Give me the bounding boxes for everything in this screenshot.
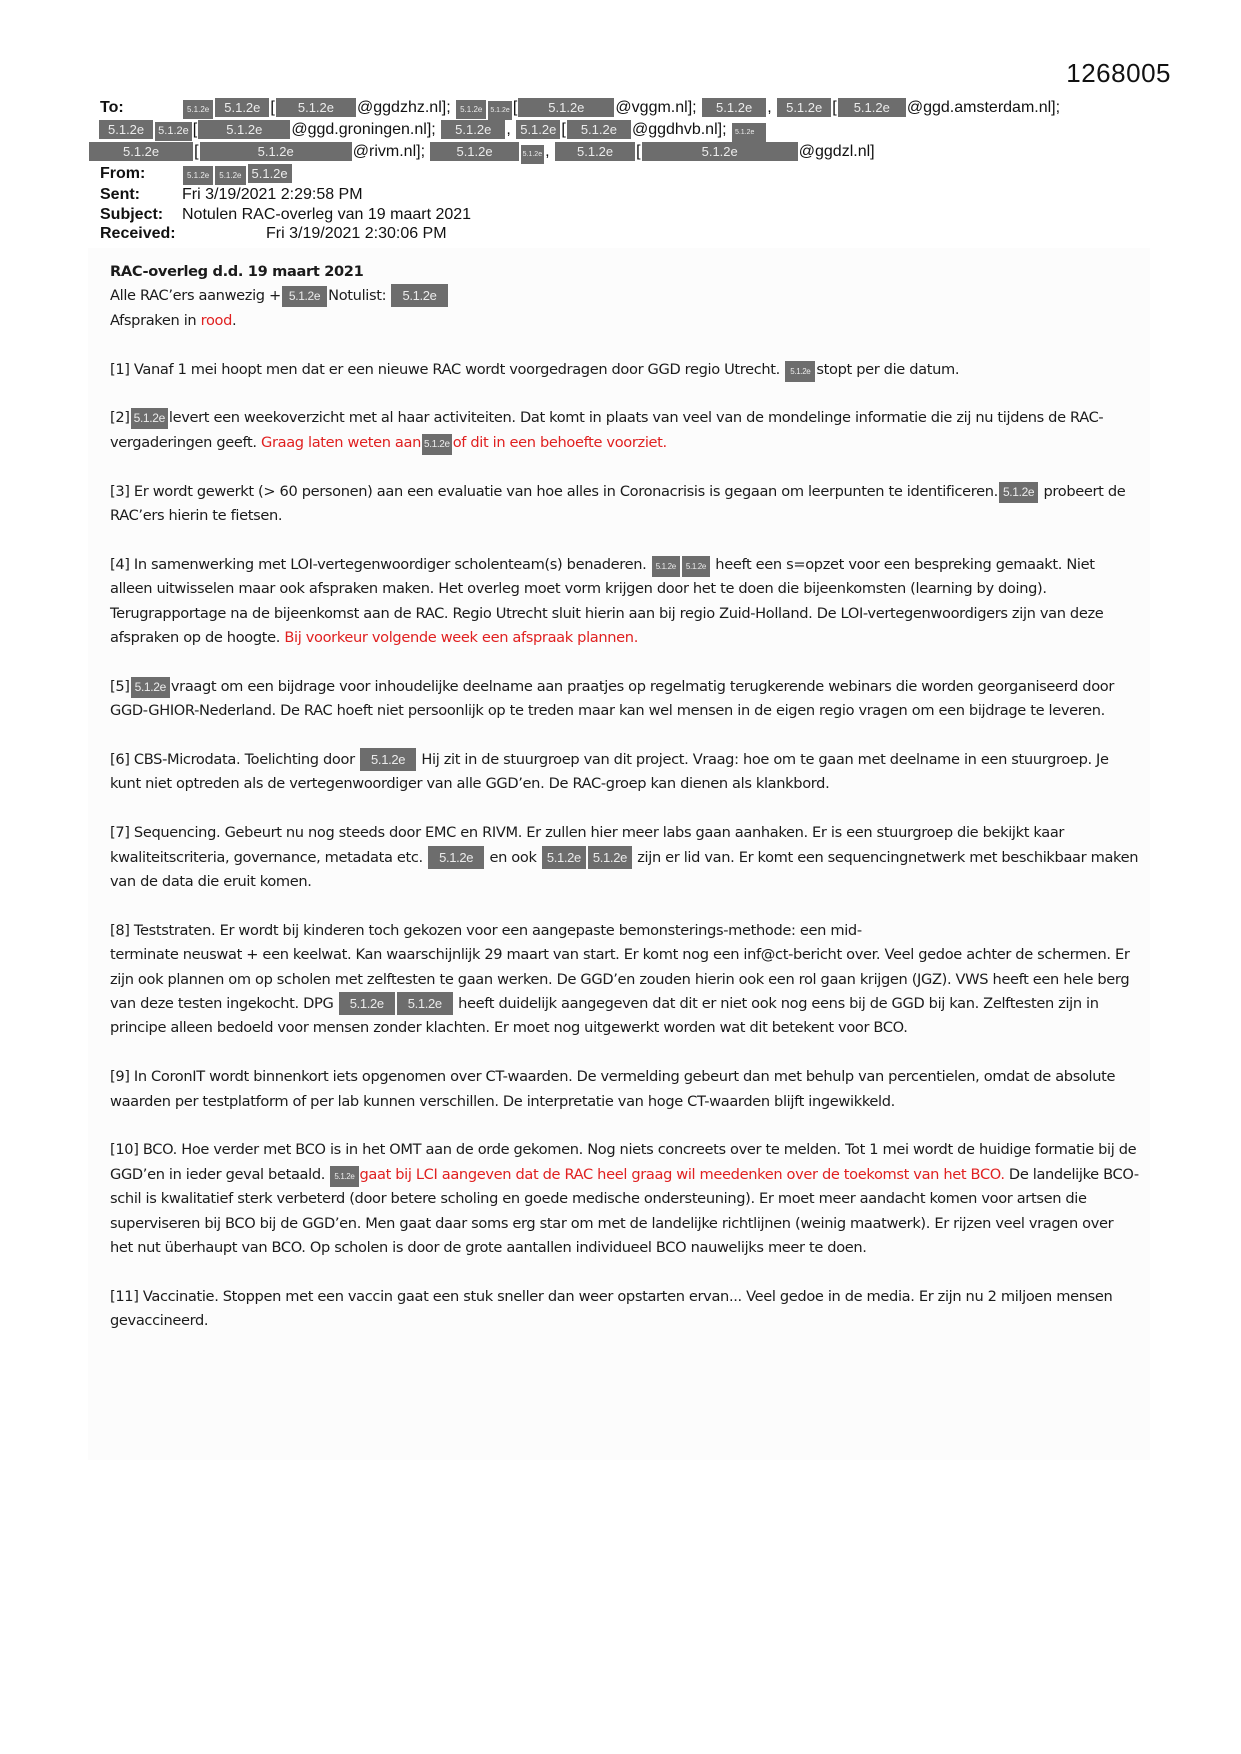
action-text: of dit in een behoefte voorziet. (452, 433, 667, 451)
message-body (110, 260, 1140, 1358)
to-recipients (182, 98, 1140, 120)
email-domain: @ggdzhz.nl]; (357, 99, 451, 116)
item-text: [1] Vanaf 1 mei hoopt men dat er een nieuwe RAC wordt voorgedragen door GGD regio Utrecht. (110, 360, 785, 378)
redaction: 5.1.2e (183, 100, 213, 119)
minutes-title: RAC-overleg d.d. 19 maart 2021 (110, 263, 364, 280)
item-text: terminate neuswat + een keelwat. Kan waarschijnlijk 29 maart van start. Er komt nog een inf@ct-bericht over. Veel gedoe achter de schermen. Er zijn ook plannen om op scholen met zelftesten te gaan werken. De GGD’en zouden hierin ook een rol gaan krijgen (JGZ). VWS heeft een hele berg van deze testen ingekocht. DPG (110, 946, 1130, 1013)
to-label: To: (100, 99, 124, 116)
email-domain: @rivm.nl]; (352, 143, 426, 160)
redaction: 5.1.2e (215, 98, 269, 117)
from-row (100, 164, 1140, 185)
legend-text: Afspraken in (110, 311, 201, 329)
item-text: Hij zit in de stuurgroep van dit project. Vraag: hoe om te gaan met deelname in een stuurgroep. Je kunt niet optreden als de vertegenwoordiger van alle GGD’en. De RAC-groep kan dienen als klankbord. (110, 751, 1109, 793)
redaction: 5.1.2e (567, 120, 631, 139)
email-domain: @vggm.nl]; (615, 99, 697, 116)
email-domain: @ggdhvb.nl]; (631, 121, 727, 138)
item-text: zijn er lid van. Er komt een sequencingnetwerk met beschikbaar maken van de data die eruit komen. (110, 848, 1139, 891)
redaction: 5.1.2e (330, 1166, 358, 1187)
agenda-item-1 (110, 358, 1140, 382)
redaction: 5.1.2e (391, 284, 447, 307)
agenda-item-5 (110, 675, 1140, 724)
redaction: 5.1.2e (702, 98, 766, 117)
redaction: 5.1.2e (642, 142, 798, 161)
redaction: 5.1.2e (276, 98, 356, 117)
redaction: 5.1.2e (248, 164, 292, 183)
to-line-2: 5.1.2e 5.1.2e [ 5.1.2e @ggd.groningen.nl]; 5.1.2e , 5.1.2e [ 5.1.2e @ggdhvb.nl]; 5.1.2e (98, 120, 1140, 142)
redaction: 5.1.2e (516, 120, 560, 139)
agenda-item-9 (110, 1065, 1140, 1114)
item-text: heeft een s=opzet voor een bespreking gemaakt. Niet alleen uitwisselen maar ook afspraken maken. Het overleg moet vorm krijgen door het te doen die bijeenkomsten (learning by doing). Terugrapportage na de bijeenkomst aan de RAC. Regio Utrecht sluit hierin aan bij regio Zuid-Holland. De LOI-vertegenwoordigers zijn van deze afspraken op de hoogte. (110, 555, 1104, 647)
redaction: 5.1.2e (89, 142, 193, 161)
redaction: 5.1.2e (282, 286, 327, 307)
sent-row (100, 185, 1140, 205)
redaction: 5.1.2e (682, 556, 710, 577)
redaction: 5.1.2e (198, 120, 290, 139)
agenda-item-3 (110, 480, 1140, 529)
item-text: en ook (489, 848, 537, 866)
item-text: [6] CBS-Microdata. Toelichting door (110, 751, 355, 769)
redaction: 5.1.2e (339, 992, 395, 1015)
item-text: vraagt om een bijdrage voor inhoudelijke deelname aan praatjes op regelmatig terugkerende webinars die worden georganiseerd door GGD-GHIOR-Nederland. De RAC hoeft niet persoonlijk op te treden maar kan wel mensen in de eigen regio vragen om een bijdrage te leveren. (110, 677, 1114, 720)
agenda-item-8 (110, 919, 1140, 1041)
redaction: 5.1.2e (183, 166, 213, 185)
redaction: 5.1.2e (555, 142, 635, 161)
to-row (100, 98, 1140, 120)
item-text: [11] Vaccinatie. Stoppen met een vaccin gaat een stuk sneller dan weer opstarten ervan... Veel gedoe in de media. Er zijn nu 2 miljoen mensen gevaccineerd. (110, 1287, 1113, 1330)
redaction: 5.1.2e (999, 482, 1038, 503)
agenda-item-11 (110, 1285, 1140, 1334)
agenda-item-6 (110, 748, 1140, 797)
redaction: 5.1.2e (777, 98, 831, 117)
redaction: 5.1.2e (428, 846, 484, 869)
redaction: 5.1.2e (200, 142, 352, 161)
legend-line (110, 309, 1140, 333)
to-line-3: 5.1.2e [ 5.1.2e @rivm.nl]; 5.1.2e 5.1.2e , 5.1.2e [ 5.1.2e @ggdzl.nl] (88, 142, 1140, 164)
redaction: 5.1.2e (521, 145, 544, 164)
redaction: 5.1.2e (652, 556, 680, 577)
separator: , (506, 121, 511, 138)
attendance-line (110, 284, 1140, 308)
sent-label: Sent: (100, 186, 140, 203)
attendance-text: Alle RAC’ers aanwezig + (110, 287, 281, 305)
to-line-1: 5.1.2e 5.1.2e [ 5.1.2e @ggdzhz.nl]; 5.1.2e 5.1.2e [ 5.1.2e @vggm.nl]; 5.1.2e , 5.1.2e [ 5.1.2e @ggd.amsterdam.nl]; (182, 98, 1140, 120)
agenda-item-2 (110, 406, 1140, 455)
item-text: [7] Sequencing. Gebeurt nu nog steeds door EMC en RIVM. Er zullen hier meer labs gaan aanhaken. Er is een stuurgroep die bekijkt kaar kwaliteitscriteria, governance, metadata etc. (110, 824, 1065, 866)
subject-label: Subject: (100, 205, 164, 223)
agenda-item-7 (110, 821, 1140, 894)
redaction: 5.1.2e (785, 361, 815, 382)
item-text: [4] In samenwerking met LOI-vertegenwoordiger scholenteam(s) benaderen. (110, 555, 647, 573)
agenda-item-10 (110, 1138, 1140, 1260)
redaction: 5.1.2e (588, 846, 632, 869)
redaction: 5.1.2e (131, 677, 170, 698)
item-text: stopt per die datum. (816, 360, 960, 378)
redaction: 5.1.2e (422, 434, 452, 455)
from-value (182, 164, 293, 185)
redaction: 5.1.2e (215, 166, 245, 185)
item-text: heeft duidelijk aangegeven dat dit er niet ook nog eens bij de GGD bij kan. Zelftesten zijn in principe alleen bedoeld voor mensen zonder klachten. Er moet nog uitgewerkt worden wat dit betekent voor BCO. (110, 995, 1099, 1037)
redaction: 5.1.2e (131, 408, 168, 429)
item-text: [5] (110, 677, 130, 695)
action-text: gaat bij LCI aangeven dat de RAC heel graag wil meedenken over de toekomst van het BCO. (359, 1165, 1005, 1183)
from-label: From: (100, 165, 146, 182)
action-text: Bij voorkeur volgende week een afspraak plannen. (284, 629, 638, 647)
subject-row (100, 205, 1140, 225)
item-text: probeert de RAC’ers hierin te fietsen. (110, 482, 1126, 525)
item-text: [3] Er wordt gewerkt (> 60 personen) aan een evaluatie van hoe alles in Coronacrisis is gegaan om leerpunten te identificeren. (110, 482, 998, 500)
email-domain: @ggd.amsterdam.nl]; (906, 99, 1061, 116)
email-domain: @ggd.groningen.nl]; (291, 121, 436, 138)
item-text: [8] Teststraten. Er wordt bij kinderen toch gekozen voor een aangepaste bemonsterings-methode: een mid- (110, 921, 862, 939)
redaction: 5.1.2e (360, 748, 416, 771)
redaction: 5.1.2e (456, 100, 486, 119)
redaction: 5.1.2e (99, 120, 153, 139)
item-text: [2] (110, 409, 130, 427)
item-text: [9] In CoronIT wordt binnenkort iets opgenomen over CT-waarden. De vermelding gebeurt dan met behulp van percentielen, omdat de absolute waarden per testplatform of per lab kunnen verschillen. De interpretatie van hoge CT-waarden blijft ingewikkeld. (110, 1068, 1116, 1110)
redaction: 5.1.2e (155, 122, 192, 141)
separator: , (767, 99, 772, 116)
item-text: [10] BCO. Hoe verder met BCO is in het OMT aan de orde gekomen. Nog niets concreets over te melden. Tot 1 mei wordt de huidige formatie bij de GGD’en in ieder geval betaald. (110, 1141, 1137, 1183)
received-row (100, 224, 1140, 244)
subject-value: Notulen RAC-overleg van 19 maart 2021 (182, 205, 472, 223)
legend-suffix: . (232, 311, 237, 329)
redaction: 5.1.2e (430, 142, 518, 161)
redaction: 5.1.2e (441, 120, 505, 139)
legend-red-word: rood (200, 311, 233, 329)
sent-value: Fri 3/19/2021 2:29:58 PM (182, 186, 363, 203)
redaction: 5.1.2e (732, 123, 766, 142)
notulist-label: Notulist: (328, 287, 387, 305)
redaction: 5.1.2e (397, 992, 453, 1015)
redaction: 5.1.2e (488, 101, 511, 120)
separator: , (545, 143, 550, 160)
received-value: Fri 3/19/2021 2:30:06 PM (266, 225, 447, 242)
redaction: 5.1.2e (518, 98, 614, 117)
agenda-item-4 (110, 553, 1140, 651)
document-number: 1268005 (1066, 58, 1171, 88)
received-label: Received: (100, 225, 176, 242)
item-text: De landelijke BCO-schil is kwalitatief sterk verbeterd (door betere scholing en goede medische ondersteuning). Er moet meer aandacht komen voor artsen die superviseren bij BCO bij de GGD’en. Men gaat daar soms erg star om met de landelijke richtlijnen (weinig maatwerk). Er rijzen veel vragen over het nut überhaupt van BCO. Op scholen is door de grote aantallen individueel BCO nauwelijks meer te doen. (110, 1165, 1139, 1257)
redaction: 5.1.2e (838, 98, 906, 117)
action-text: Graag laten weten aan (261, 433, 421, 451)
redaction: 5.1.2e (542, 846, 586, 869)
email-header (100, 98, 1140, 244)
email-domain: @ggdzl.nl] (798, 143, 875, 160)
item-text: levert een weekoverzicht met al haar activiteiten. Dat komt in plaats van veel van de mondelinge informatie die zij nu tijdens de RAC-vergaderingen geeft. (110, 409, 1104, 451)
